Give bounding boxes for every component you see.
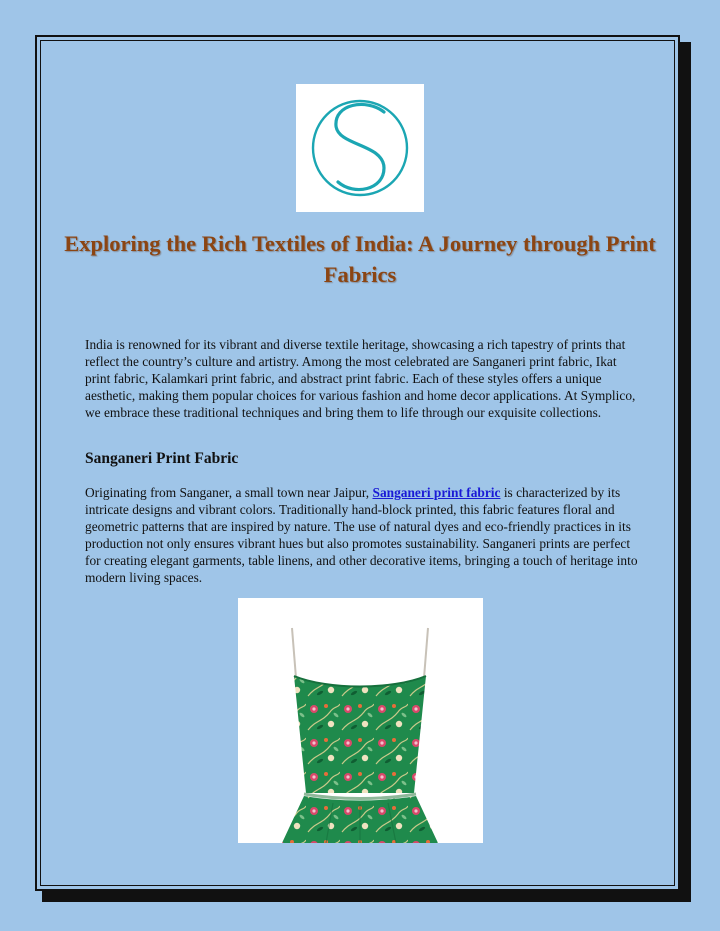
- section-text-after: is characterized by its intricate designs and vibrant colors. Traditionally hand-block printed, this fabric features floral and geometric patterns that are inspired by nature. The use of natural dyes and eco-friendly practices in its production not only ensures vibrant hues but also promotes sustainability. Sanganeri prints are perfect for creating elegant garments, table linens, and other decorative items, bringing a touch of heritage into modern living spaces.: [85, 485, 638, 585]
- intro-paragraph: India is renowned for its vibrant and diverse textile heritage, showcasing a rich tapestry of prints that reflect the country’s culture and artistry. Among the most celebrated are Sanganeri print fabric, Ikat print fabric, Kalamkari print fabric, and abstract print fabric. Each of these styles offers a unique aesthetic, making them popular choices for various fashion and home decor applications. At Symplico, we embrace these traditional techniques and bring them to life through our exquisite collections.: [85, 337, 636, 420]
- section-paragraph: [85, 485, 640, 586]
- section-heading: Sanganeri Print Fabric: [85, 450, 239, 467]
- section-text-before: Originating from Sanganer, a small town near Jaipur,: [85, 485, 373, 500]
- green-floral-dress-image-icon: [238, 598, 483, 843]
- page-title: Exploring the Rich Textiles of India: A Journey through Print Fabrics: [64, 231, 656, 287]
- symplico-s-logo-icon: [296, 84, 424, 212]
- symplico-logo: [296, 84, 424, 212]
- dress-photo: [238, 598, 483, 843]
- sanganeri-print-fabric-link[interactable]: Sanganeri print fabric: [372, 485, 501, 500]
